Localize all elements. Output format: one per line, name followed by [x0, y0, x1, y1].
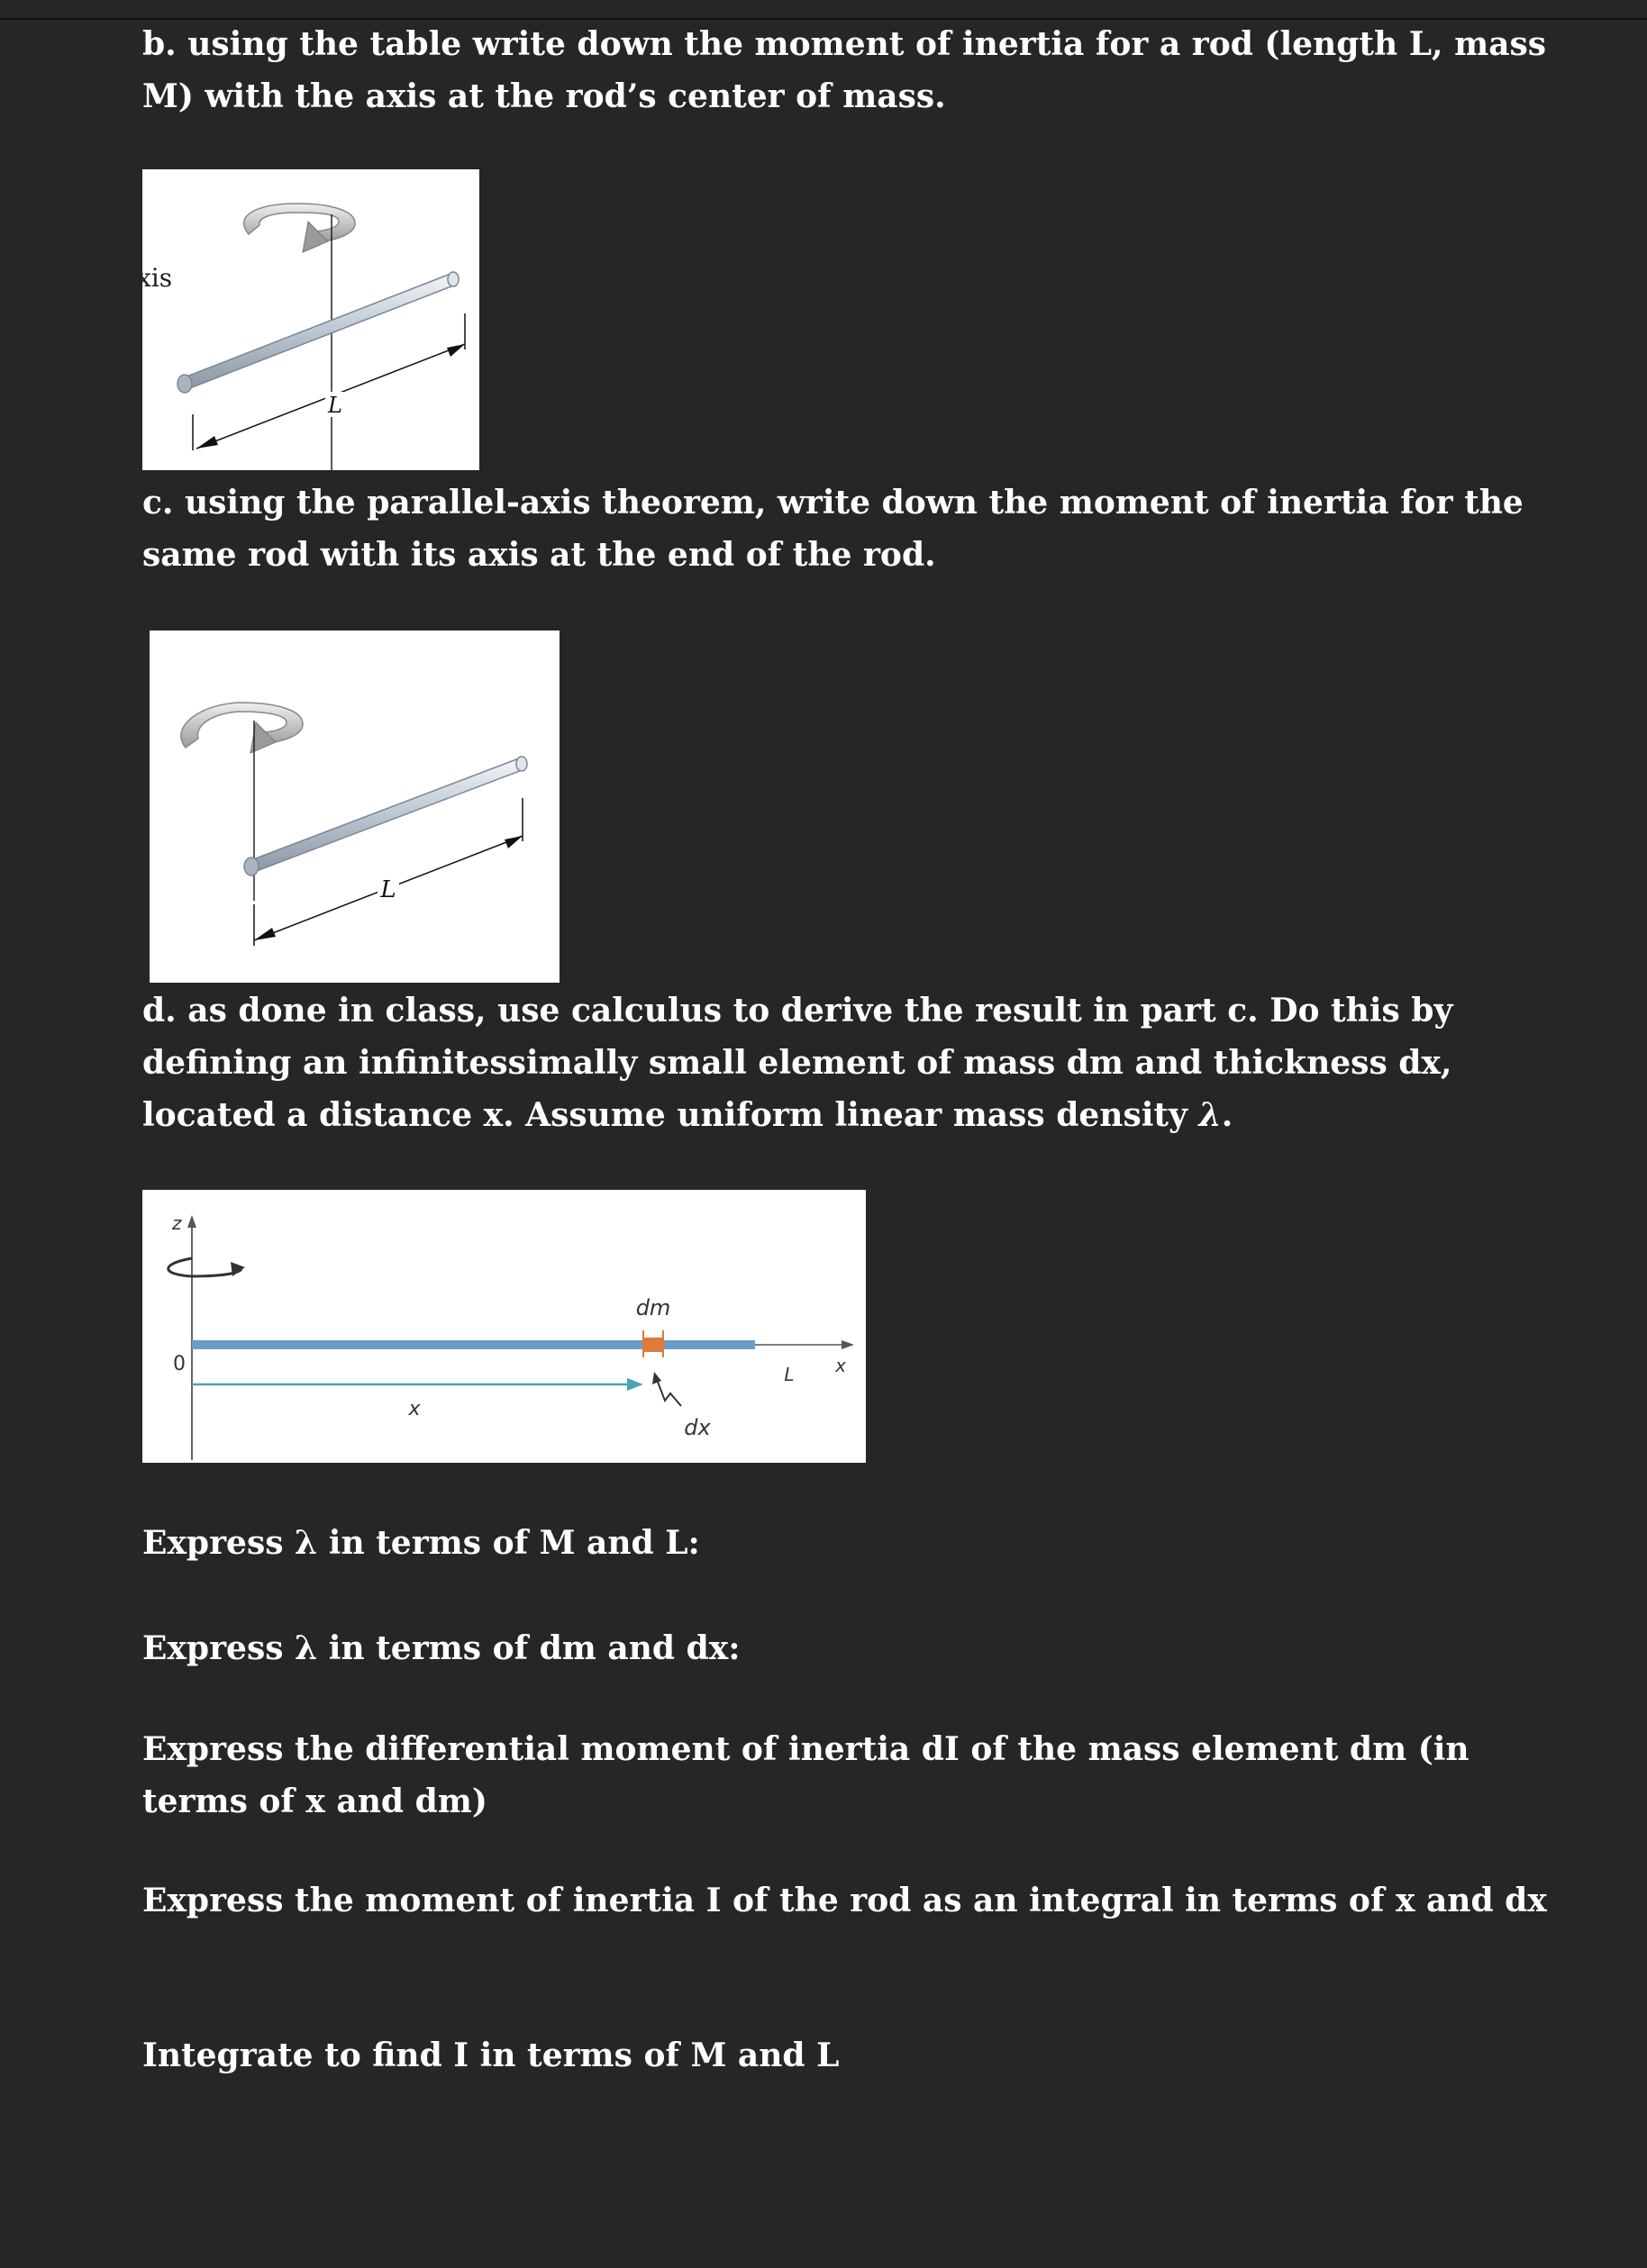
question-c-line2: same rod with its axis at the end of the rod. [142, 536, 936, 574]
origin-label: 0 [173, 1353, 186, 1375]
rod-icon [177, 272, 459, 393]
dx-label: dx [684, 1415, 711, 1440]
question-b-line2: M) with the axis at the rod’s center of mass. [142, 77, 946, 115]
question-d-line1: d. as done in class, use calculus to derive the result in part c. Do this by [142, 992, 1453, 1030]
lambda-symbol: λ [295, 1524, 318, 1562]
prompt-differential-moment: Express the differential moment of inertia dI of the mass element dm (in terms of x and dm) [142, 1730, 1470, 1820]
question-d-text [142, 984, 1452, 1141]
prompt-integrate: Integrate to find I in terms of M and L [142, 2037, 840, 2074]
question-b-text [142, 18, 1546, 122]
question-d-line2: defining an infinitessimally small element of mass dm and thickness dx, [142, 1044, 1452, 1082]
distance-x-label: x [408, 1398, 421, 1420]
question-d-line3: located a distance x. Assume uniform linear mass density λ. [142, 1096, 1233, 1134]
z-axis-label: z [172, 1212, 182, 1234]
figure-mass-element-diagram [142, 1190, 866, 1463]
question-b-line1: b. using the table write down the moment of inertia for a rod (length L, mass [142, 25, 1547, 63]
prompt-lambda-dm-dx: Express λ in terms of dm and dx: [142, 1629, 741, 1667]
rod-end-label: L [784, 1364, 795, 1385]
rod-icon [244, 757, 527, 875]
dx-pointer-icon [656, 1377, 681, 1406]
lambda-symbol: λ [1198, 1096, 1222, 1134]
question-c-text [142, 476, 1524, 581]
mass-element-dm [643, 1338, 663, 1352]
figure-rod-center-axis [137, 169, 479, 470]
rod-length-label: L [328, 393, 342, 418]
x-axis-label: x [835, 1355, 846, 1376]
question-c-line1: c. using the parallel-axis theorem, write down the moment of inertia for the [142, 484, 1524, 522]
rotation-arrow-icon [244, 204, 355, 252]
prompt-integral: Express the moment of inertia I of the rod as an integral in terms of x and dx [142, 1882, 1547, 1919]
lambda-symbol: λ [295, 1629, 318, 1667]
dm-label: dm [635, 1295, 671, 1320]
figure-rod-end-axis [150, 631, 560, 983]
rod-bar [192, 1340, 755, 1349]
prompt-lambda-m-l: Express λ in terms of M and L: [142, 1524, 700, 1562]
rotation-arrow-icon [168, 1258, 245, 1276]
rod-length-label: L [380, 876, 396, 903]
rotation-arrow-icon [181, 703, 303, 753]
axis-label-fragment: xis [137, 263, 173, 293]
